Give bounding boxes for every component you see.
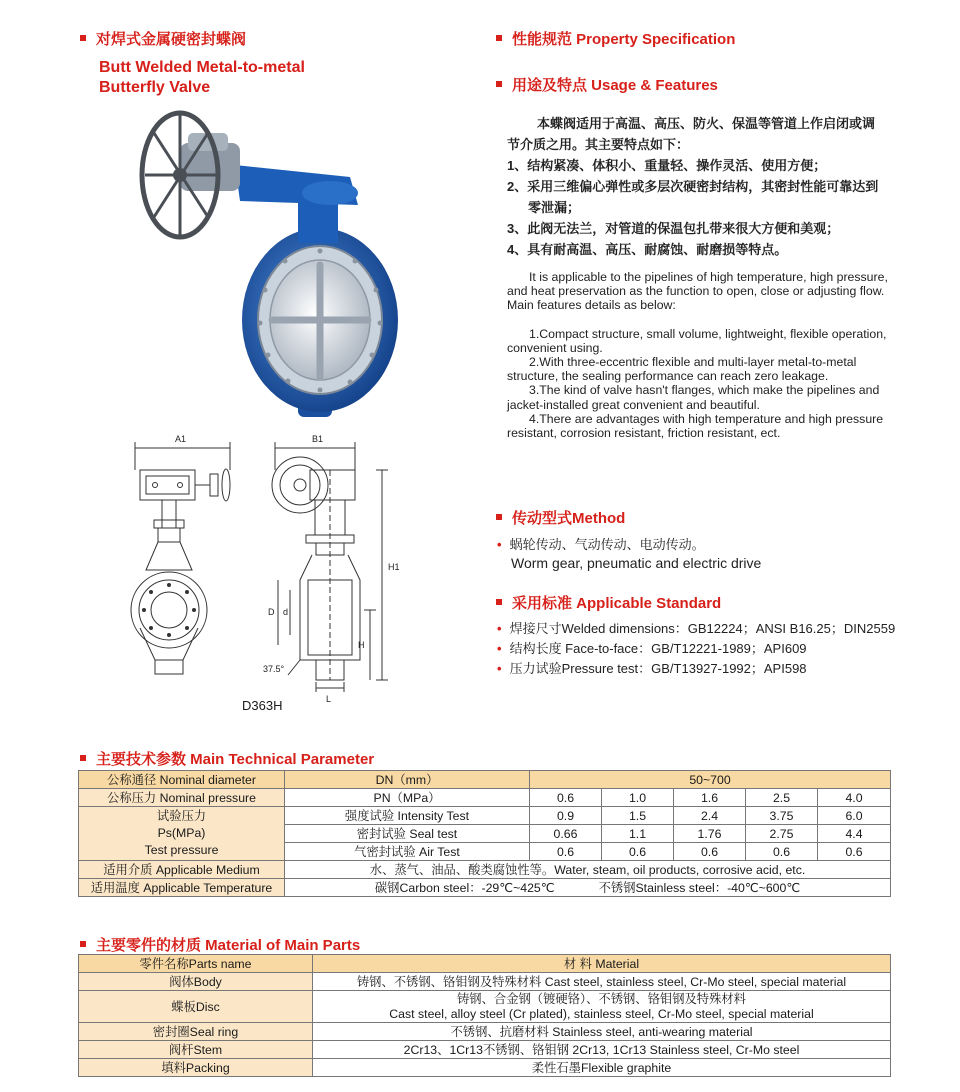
valve-photo: [140, 105, 410, 435]
table-row: 蝶板Disc 铸钢、合金钢（镀硬铬）、不锈钢、铬钼钢及特殊材料 Cast steel, alloy steel (Cr plated), stainless steel, Cr-Mo steel, special material: [79, 991, 891, 1023]
dot-icon: •: [497, 621, 502, 636]
model-label: D363H: [242, 698, 283, 713]
dim-b1-label: B1: [312, 434, 324, 444]
standard-item: • 焊接尺寸Welded dimensions：GB12224；ANSI B16.25；DIN2559: [497, 621, 896, 636]
method-heading: 传动型式Method: [496, 507, 625, 528]
standard-item: • 结构长度 Face-to-face：GB/T12221-1989；API609: [497, 641, 807, 656]
table-row: 试验压力 Ps(MPa) Test pressure 强度试验 Intensity Test 0.9 1.5 2.4 3.75 6.0: [79, 807, 891, 825]
table-row: 适用介质 Applicable Medium 水、蒸气、油品、酸类腐蚀性等。Water, steam, oil products, corrosive acid, etc.: [79, 861, 891, 879]
product-en-title: Butt Welded Metal-to-metal Butterfly Valve: [99, 59, 305, 96]
table-row: 密封试验 Seal test 0.66 1.1 1.76 2.75 4.4: [79, 825, 891, 843]
materials-table: [78, 954, 891, 1077]
bullet-icon: [496, 81, 502, 87]
method-cn: • 蜗轮传动、气动传动、电动传动。: [497, 537, 705, 552]
dim-d-label: D: [268, 607, 275, 617]
dim-angle-label: 37.5°: [263, 664, 285, 674]
bullet-icon: [496, 599, 502, 605]
usage-en-block: It is applicable to the pipelines of high temperature, high pressure, and heat preservation as the function to open, close or adjusting flow. Main features details as below: 1.Compact structure, small volume, lightweight, flexible operation, convenient using. 2.With three-eccentric flexible and multi-layer metal-to-metal structure, the sealing performance can reach zero leakage. 3.The kind of valve hasn't flanges, which make the pipelines and jacket-installed great convenient and beautiful. 4.There are advantages with high temperature and high pressure resistant, corrosion resistant, friction resistant, ect.: [507, 270, 888, 441]
dim-a1-label: A1: [175, 434, 187, 444]
dim-l-label: L: [326, 694, 332, 704]
table-row: 填料Packing 柔性石墨Flexible graphite: [79, 1059, 891, 1077]
usage-cn-block: 本蝶阀适用于高温、高压、防火、保温等管道上作启闭或调 节介质之用。其主要特点如下： 1、结构紧凑、体积小、重量轻、操作灵活、使用方便； 2、采用三维偏心弹性或多层次硬密封结构，其密封性能可靠达到 零泄漏； 3、此阀无法兰，对管道的保温包扎带来很大方便和美观； 4、具有耐高温、高压、耐腐蚀、耐磨损等特点。: [507, 116, 879, 257]
bullet-icon: [80, 35, 86, 41]
main-param-table: [78, 770, 891, 897]
dot-icon: •: [497, 661, 502, 676]
standard-heading: 采用标准 Applicable Standard: [496, 592, 721, 613]
standard-item: • 压力试验Pressure test：GB/T13927-1992；API598: [497, 661, 807, 676]
table-row: 适用温度 Applicable Temperature 碳钢Carbon steel：-29℃~425℃ 不锈钢Stainless steel：-40℃~600℃: [79, 879, 891, 897]
usage-heading: 用途及特点 Usage & Features: [496, 74, 718, 95]
dot-icon: •: [497, 537, 502, 552]
bullet-icon: [80, 755, 86, 761]
standards-list: [497, 619, 895, 679]
method-en: Worm gear, pneumatic and electric drive: [511, 555, 762, 571]
dim-h1-label: H1: [388, 562, 400, 572]
table-row: 公称压力 Nominal pressure PN（MPa） 0.6 1.0 1.6 2.5 4.0: [79, 789, 891, 807]
property-heading: 性能规范 Property Specification: [496, 28, 735, 49]
table-row: 零件名称Parts name 材 料 Material: [79, 955, 891, 973]
dim-h-label: H: [358, 640, 365, 650]
bullet-icon: [496, 514, 502, 520]
valve-drawing: [120, 430, 420, 704]
dim-small-d-label: d: [283, 607, 289, 617]
table-row: 公称通径 Nominal diameter DN（mm） 50~700: [79, 771, 891, 789]
table-row: 密封圈Seal ring 不锈钢、抗磨材料 Stainless steel, anti-wearing material: [79, 1023, 891, 1041]
product-cn-title: 对焊式金属硬密封蝶阀: [80, 28, 246, 49]
bullet-icon: [496, 35, 502, 41]
table-row: 气密封试验 Air Test 0.6 0.6 0.6 0.6 0.6: [79, 843, 891, 861]
bullet-icon: [80, 941, 86, 947]
table-row: 阀杆Stem 2Cr13、1Cr13不锈钢、铬钼钢 2Cr13, 1Cr13 Stainless steel, Cr-Mo steel: [79, 1041, 891, 1059]
main-param-heading: 主要技术参数 Main Technical Parameter: [80, 748, 374, 769]
dot-icon: •: [497, 641, 502, 656]
table-row: 阀体Body 铸钢、不锈钢、铬钼钢及特殊材料 Cast steel, stainless steel, Cr-Mo steel, special material: [79, 973, 891, 991]
materials-heading: 主要零件的材质 Material of Main Parts: [80, 934, 360, 955]
